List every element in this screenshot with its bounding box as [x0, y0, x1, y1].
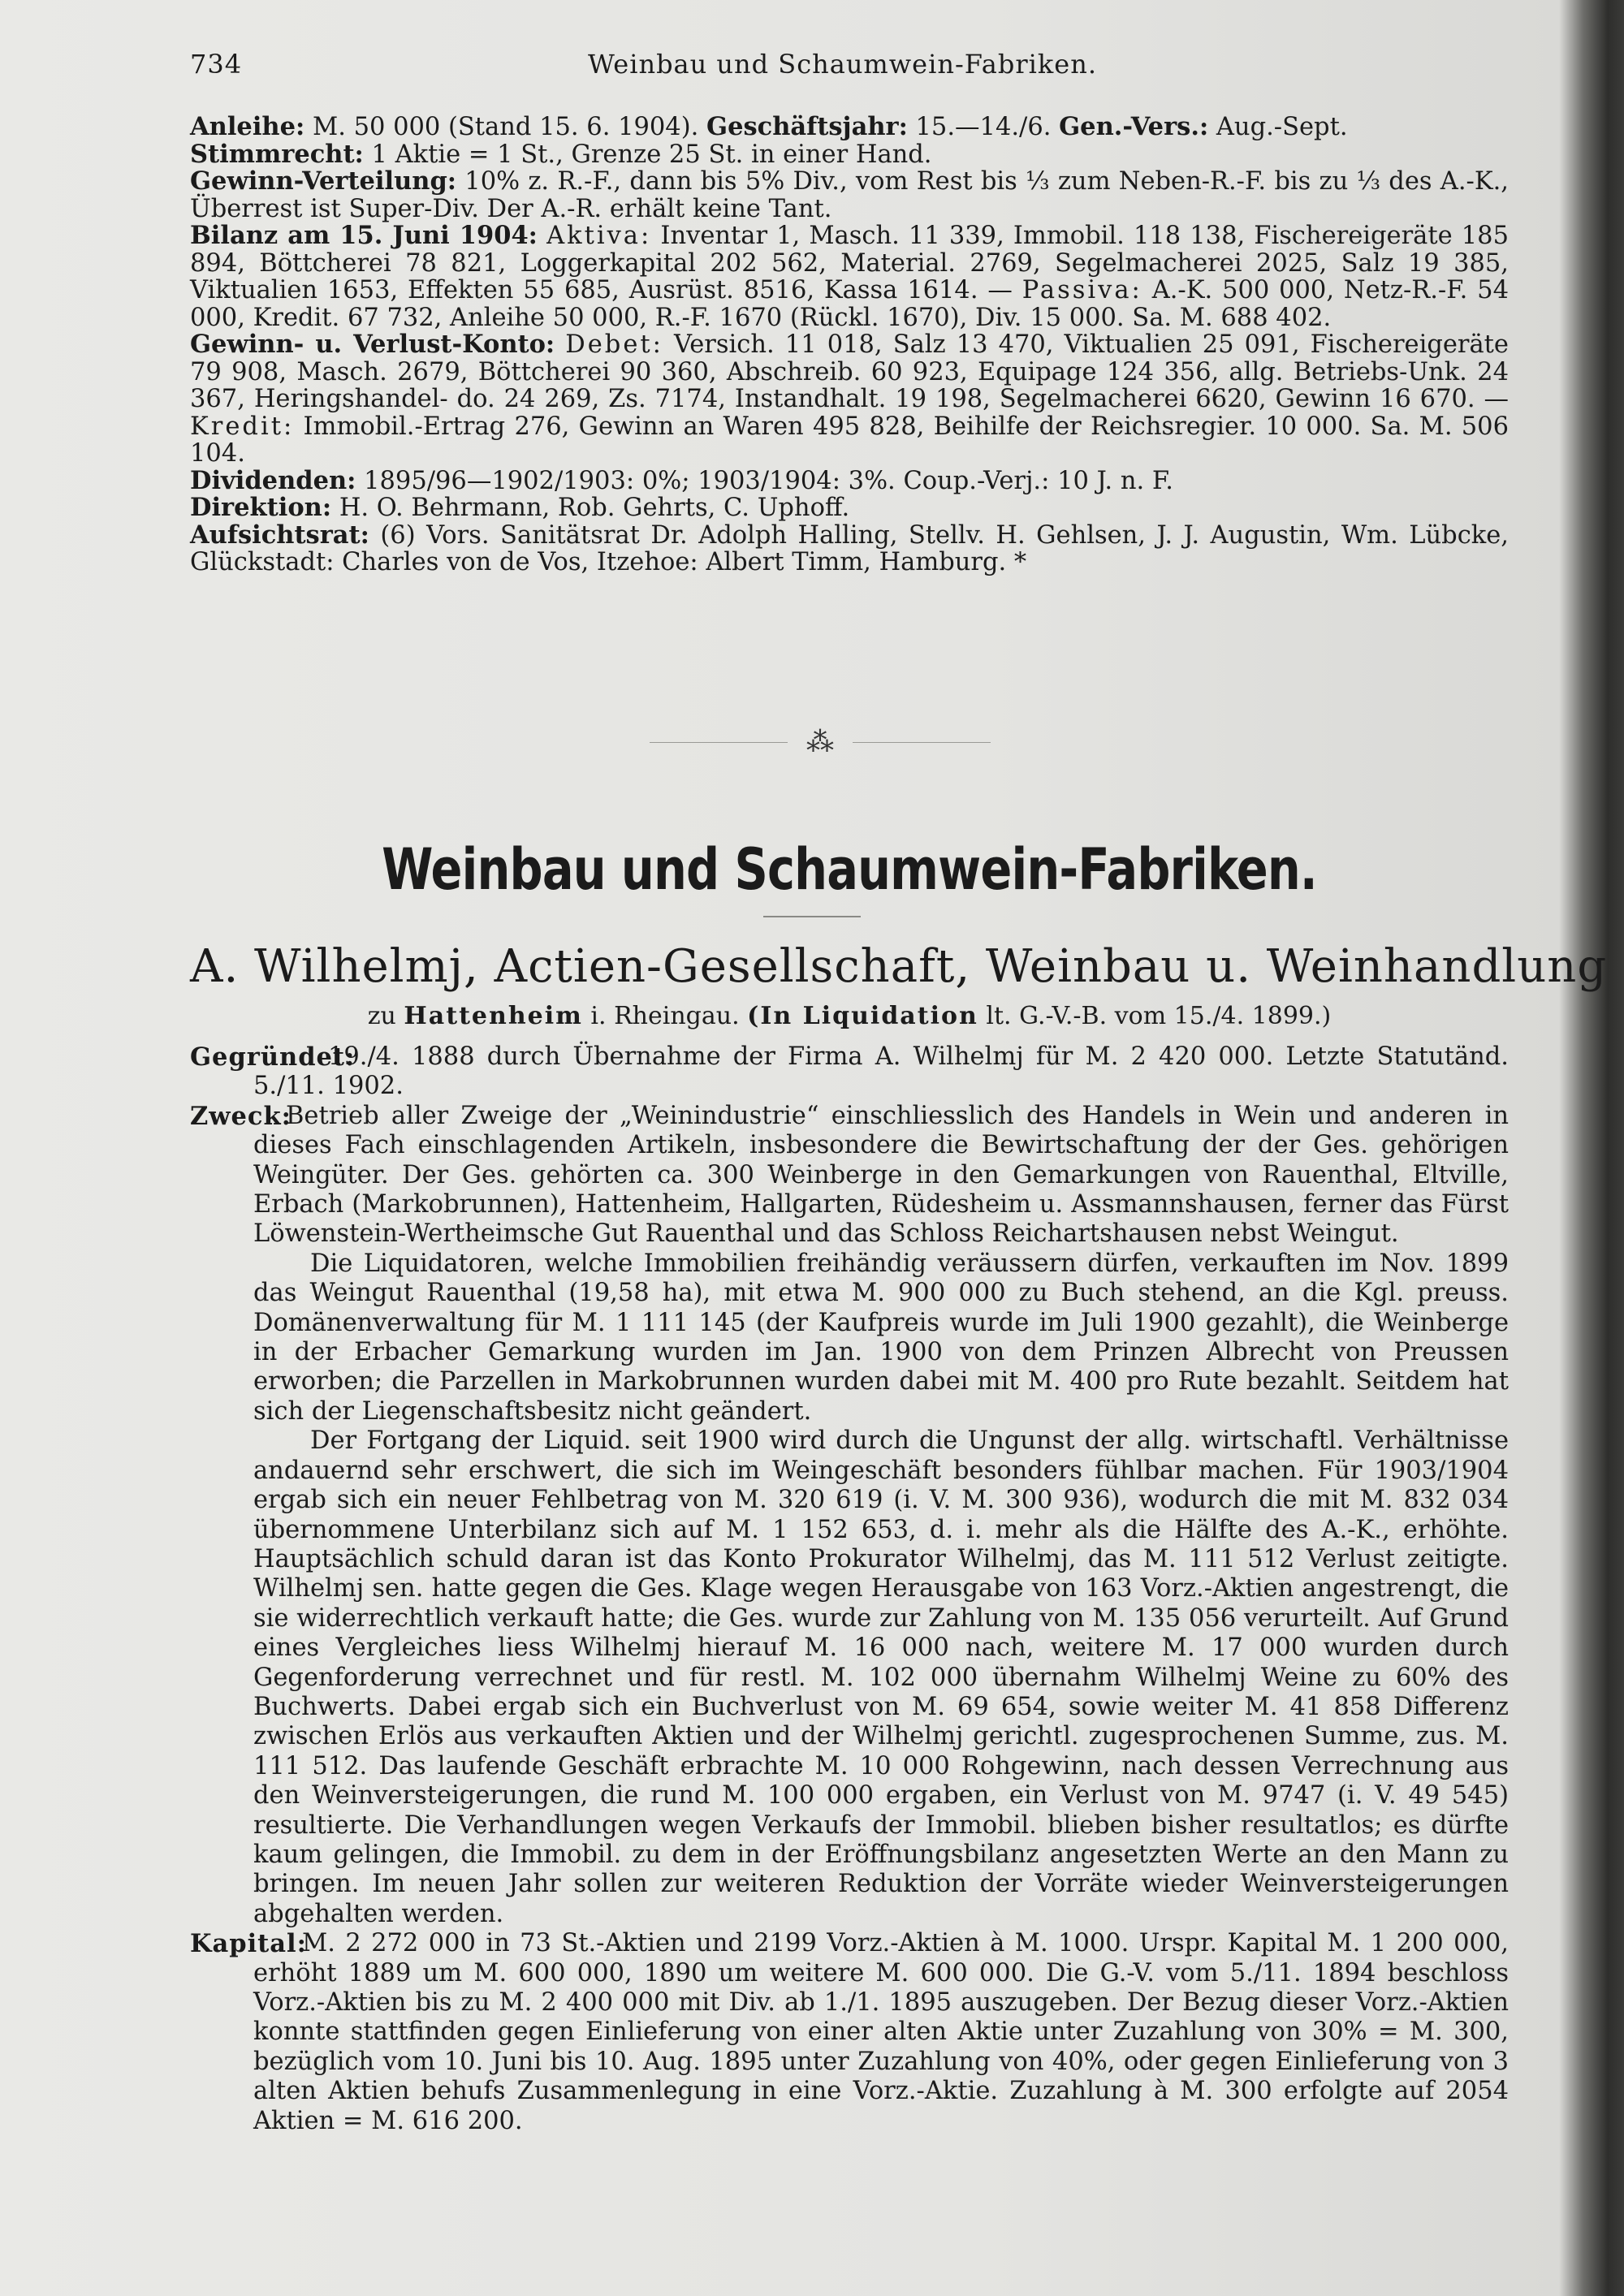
- title-rule: [763, 916, 861, 917]
- label-bilanz: Bilanz am 15. Juni 1904:: [190, 221, 538, 250]
- subtitle-mid: i. Rheingau.: [590, 1002, 740, 1030]
- subtitle-place: Hattenheim: [404, 1002, 583, 1030]
- text-gen-vers: Aug.-Sept.: [1216, 113, 1348, 141]
- text-gegruendet-wrap: [253, 1042, 1509, 1102]
- text-passiva: A.-K. 500 000, Netz-R.-F. 54 000, Kredit. 67 732, Anleihe 50 000, R.-F. 1670 (Rückl. 1670), Div. 15 000. Sa. M. 688 402.: [190, 276, 1509, 332]
- label-kapital: Kapital:: [190, 1929, 307, 1959]
- section-ornament: [617, 726, 1023, 758]
- zweck-paragraph-1: Die Liquidatoren, welche Immobilien freihändig veräussern dürfen, verkauften im Nov. 1899 das Weingut Rauenthal (19,58 ha), mit etwa M. 900 000 zu Buch stehend, an die Kgl. preuss. Domänenverwaltung für M. 1 111 145 (der Kaufpreis wurde im Juli 1900 gezahlt), die Weinberge in der Erbacher Gemarkung wurden im Jan. 1900 von dem Prinzen Albrecht von Preussen erworben; die Parzellen in Markobrunnen wurden dabei mit M. 400 pro Rute bezahlt. Seitdem hat sich der Liegenschaftsbesitz nicht geändert.: [253, 1249, 1509, 1426]
- label-direktion: Direktion:: [190, 493, 332, 522]
- company-title: A. Wilhelmj, Actien-Gesellschaft, Weinbau u. Weinhandlung: [190, 940, 1608, 993]
- label-gewinn-verlust: Gewinn- u. Verlust-Konto:: [190, 330, 555, 359]
- ornament-glyph: ⁂: [806, 726, 834, 758]
- entry-anleihe: [190, 114, 1509, 141]
- text-gegruendet: 19./4. 1888 durch Übernahme der Firma A. Wilhelmj für M. 2 420 000. Letzte Statutänd. 5./11. 1902.: [253, 1042, 1509, 1101]
- entry-direktion: [190, 494, 1509, 522]
- text-zweck-wrap: [253, 1102, 1509, 1249]
- section-title: Weinbau und Schaumwein-Fabriken.: [382, 836, 1317, 903]
- subtitle-pre: zu: [367, 1002, 396, 1030]
- label-debet: Debet:: [565, 330, 663, 359]
- entry-dividenden: [190, 465, 1509, 495]
- label-zweck: Zweck:: [190, 1101, 292, 1131]
- text-gewinn-verteilung: 10% z. R.-F., dann bis 5% Div., vom Rest bis ⅓ zum Neben-R.-F. bis zu ⅓ des A.-K., Überrest ist Super-Div. Der A.-R. erhält keine Tant.: [190, 167, 1509, 223]
- text-stimmrecht: 1 Aktie = 1 St., Grenze 25 St. in einer Hand.: [371, 140, 932, 169]
- entry-gegruendet: [190, 1042, 1509, 1102]
- label-gewinn-verteilung: Gewinn-Verteilung:: [190, 166, 457, 196]
- text-direktion: H. O. Behrmann, Rob. Gehrts, C. Uphoff.: [339, 494, 850, 522]
- ornament-line-left: [650, 742, 788, 743]
- text-geschaeftsjahr: 15.—14./6.: [915, 113, 1052, 141]
- company-entry: [190, 1042, 1509, 2136]
- label-aufsichtsrat: Aufsichtsrat:: [190, 520, 369, 550]
- label-gegruendet: Gegründet:: [190, 1042, 356, 1072]
- running-head-title: Weinbau und Schaumwein-Fabriken.: [588, 49, 1097, 80]
- text-anleihe: M. 50 000 (Stand 15. 6. 1904).: [312, 113, 699, 141]
- text-kapital: M. 2 272 000 in 73 St.-Aktien und 2199 Vorz.-Aktien à M. 1000. Urspr. Kapital M. 1 200 000, erhöht 1889 um M. 600 000, 1890 um weitere M. 600 000. Die G.-V. vom 5./11. 1894 beschloss Vorz.-Aktien bis zu M. 2 400 000 mit Div. ab 1./1. 1895 auszugeben. Der Bezug dieser Vorz.-Aktien konnte stattfinden gegen Einlieferung von einer alten Aktie unter Zuzahlung von 30% = M. 300, bezüglich vom 10. Juni bis 10. Aug. 1895 unter Zuzahlung von 40%, oder gegen Einlieferung von 3 alten Aktien behufs Zusammenlegung in eine Vorz.-Aktie. Zuzahlung à M. 300 erfolgte auf 2054 Aktien = M. 616 200.: [253, 1929, 1509, 2135]
- label-dividenden: Dividenden:: [190, 465, 356, 495]
- label-kredit: Kredit:: [190, 412, 295, 441]
- entry-aufsichtsrat: [190, 522, 1509, 576]
- zweck-paragraph-2: Der Fortgang der Liquid. seit 1900 wird durch die Ungunst der allg. wirtschaftl. Verhältnisse andauernd sehr erschwert, die sich im Weingeschäft besonders fühlbar machen. Für 1903/1904 ergab sich ein neuer Fehlbetrag von M. 320 619 (i. V. M. 300 936), wodurch die mit M. 832 034 übernommene Unterbilanz sich auf M. 1 152 653, d. i. mehr als die Hälfte des A.-K., erhöhte. Hauptsächlich schuld daran ist das Konto Prokurator Wilhelmj, das M. 111 512 Verlust zeitigte. Wilhelmj sen. hatte gegen die Ges. Klage wegen Herausgabe von 163 Vorz.-Aktien angestrengt, die sie widerrechtlich verkauft hatte; die Ges. wurde zur Zahlung von M. 135 056 verurteilt. Auf Grund eines Vergleiches liess Wilhelmj hierauf M. 16 000 nach, weitere M. 17 000 wurden durch Gegenforderung verrechnet und für restl. M. 102 000 übernahm Wilhelmj Weine zu 60% des Buchwerts. Dabei ergab sich ein Buchverlust von M. 69 654, sowie weiter M. 41 858 Differenz zwischen Erlös aus verkauften Aktien und der Wilhelmj gerichtl. zugesprochenen Summe, zus. M. 111 512. Das laufende Geschäft erbrachte M. 10 000 Rohgewinn, nach dessen Verrechnung aus den Weinversteigerungen, die rund M. 100 000 ergaben, ein Verlust von M. 9747 (i. V. 49 545) resultierte. Die Verhandlungen wegen Verkaufs der Immobil. blieben bisher resultatlos; es dürfte kaum gelingen, die Immobil. zu dem in der Eröffnungsbilanz angesetzten Werte an den Mann zu bringen. Im neuen Jahr sollen zur weiteren Reduktion der Vorräte wieder Weinversteigerungen abgehalten werden.: [253, 1426, 1509, 1928]
- text-zweck: Betrieb aller Zweige der „Weinindustrie“ einschliesslich des Handels in Wein und anderen in dieses Fach einschlagenden Artikeln, insbesondere die Bewirtschaftung der der Ges. gehörigen Weingüter. Der Ges. gehörten ca. 300 Weinberge in den Gemarkungen von Rauenthal, Eltville, Erbach (Markobrunnen), Hattenheim, Hallgarten, Rüdesheim u. Assmannshausen, ferner das Fürst Löwenstein-Wertheimsche Gut Rauenthal und das Schloss Reichartshausen nebst Weingut.: [253, 1101, 1509, 1249]
- text-kredit: Immobil.-Ertrag 276, Gewinn an Waren 495 828, Beihilfe der Reichsregier. 10 000. Sa. M. 506 104.: [190, 412, 1509, 468]
- entry-gewinn-verteilung: [190, 168, 1509, 222]
- company-subtitle: [190, 1002, 1509, 1030]
- subtitle-status: (In Liquidation: [747, 1002, 978, 1030]
- entry-stimmrecht: [190, 141, 1509, 169]
- text-dividenden: 1895/96—1902/1903: 0%; 1903/1904: 3%. Coup.-Verj.: 10 J. n. F.: [364, 466, 1173, 495]
- label-gen-vers: Gen.-Vers.:: [1059, 112, 1209, 141]
- entry-gewinn-verlust: [190, 331, 1509, 468]
- ornament-line-right: [853, 742, 991, 743]
- entry-zweck: [190, 1102, 1509, 1929]
- subtitle-post: lt. G.-V.-B. vom 15./4. 1899.): [986, 1002, 1332, 1030]
- label-stimmrecht: Stimmrecht:: [190, 139, 364, 169]
- previous-company-entry: [190, 114, 1509, 576]
- text-kapital-wrap: [253, 1929, 1509, 2136]
- label-aktiva: Aktiva:: [546, 222, 652, 250]
- text-aktiva: Inventar 1, Masch. 11 339, Immobil. 118 138, Fischereigeräte 185 894, Böttcherei 78 821, Loggerkapital 202 562, Material. 2769, Segelmacherei 2025, Salz 19 385, Viktualien 1653, Effekten 55 685, Ausrüst. 8516, Kassa 1614. —: [190, 222, 1509, 304]
- entry-kapital: [190, 1929, 1509, 2136]
- label-geschaeftsjahr: Geschäftsjahr:: [706, 112, 908, 141]
- entry-bilanz: [190, 222, 1509, 331]
- page-number: 734: [190, 49, 243, 80]
- running-head: [190, 49, 1509, 91]
- text-aufsichtsrat: (6) Vors. Sanitätsrat Dr. Adolph Halling, Stellv. H. Gehlsen, J. J. Augustin, Wm. Lübcke, Glückstadt: Charles von de Vos, Itzehoe: Albert Timm, Hamburg. *: [190, 520, 1509, 576]
- text-debet: Versich. 11 018, Salz 13 470, Viktualien 25 091, Fischereigeräte 79 908, Masch. 2679, Böttcherei 90 360, Abschreib. 60 923, Equipage 124 356, allg. Betriebs-Unk. 24 367, Heringshandel- do. 24 269, Zs. 7174, Instandhalt. 19 198, Segelmacherei 6620, Gewinn 16 670. —: [190, 330, 1509, 413]
- label-anleihe: Anleihe:: [190, 112, 305, 141]
- label-passiva: Passiva:: [1021, 276, 1142, 304]
